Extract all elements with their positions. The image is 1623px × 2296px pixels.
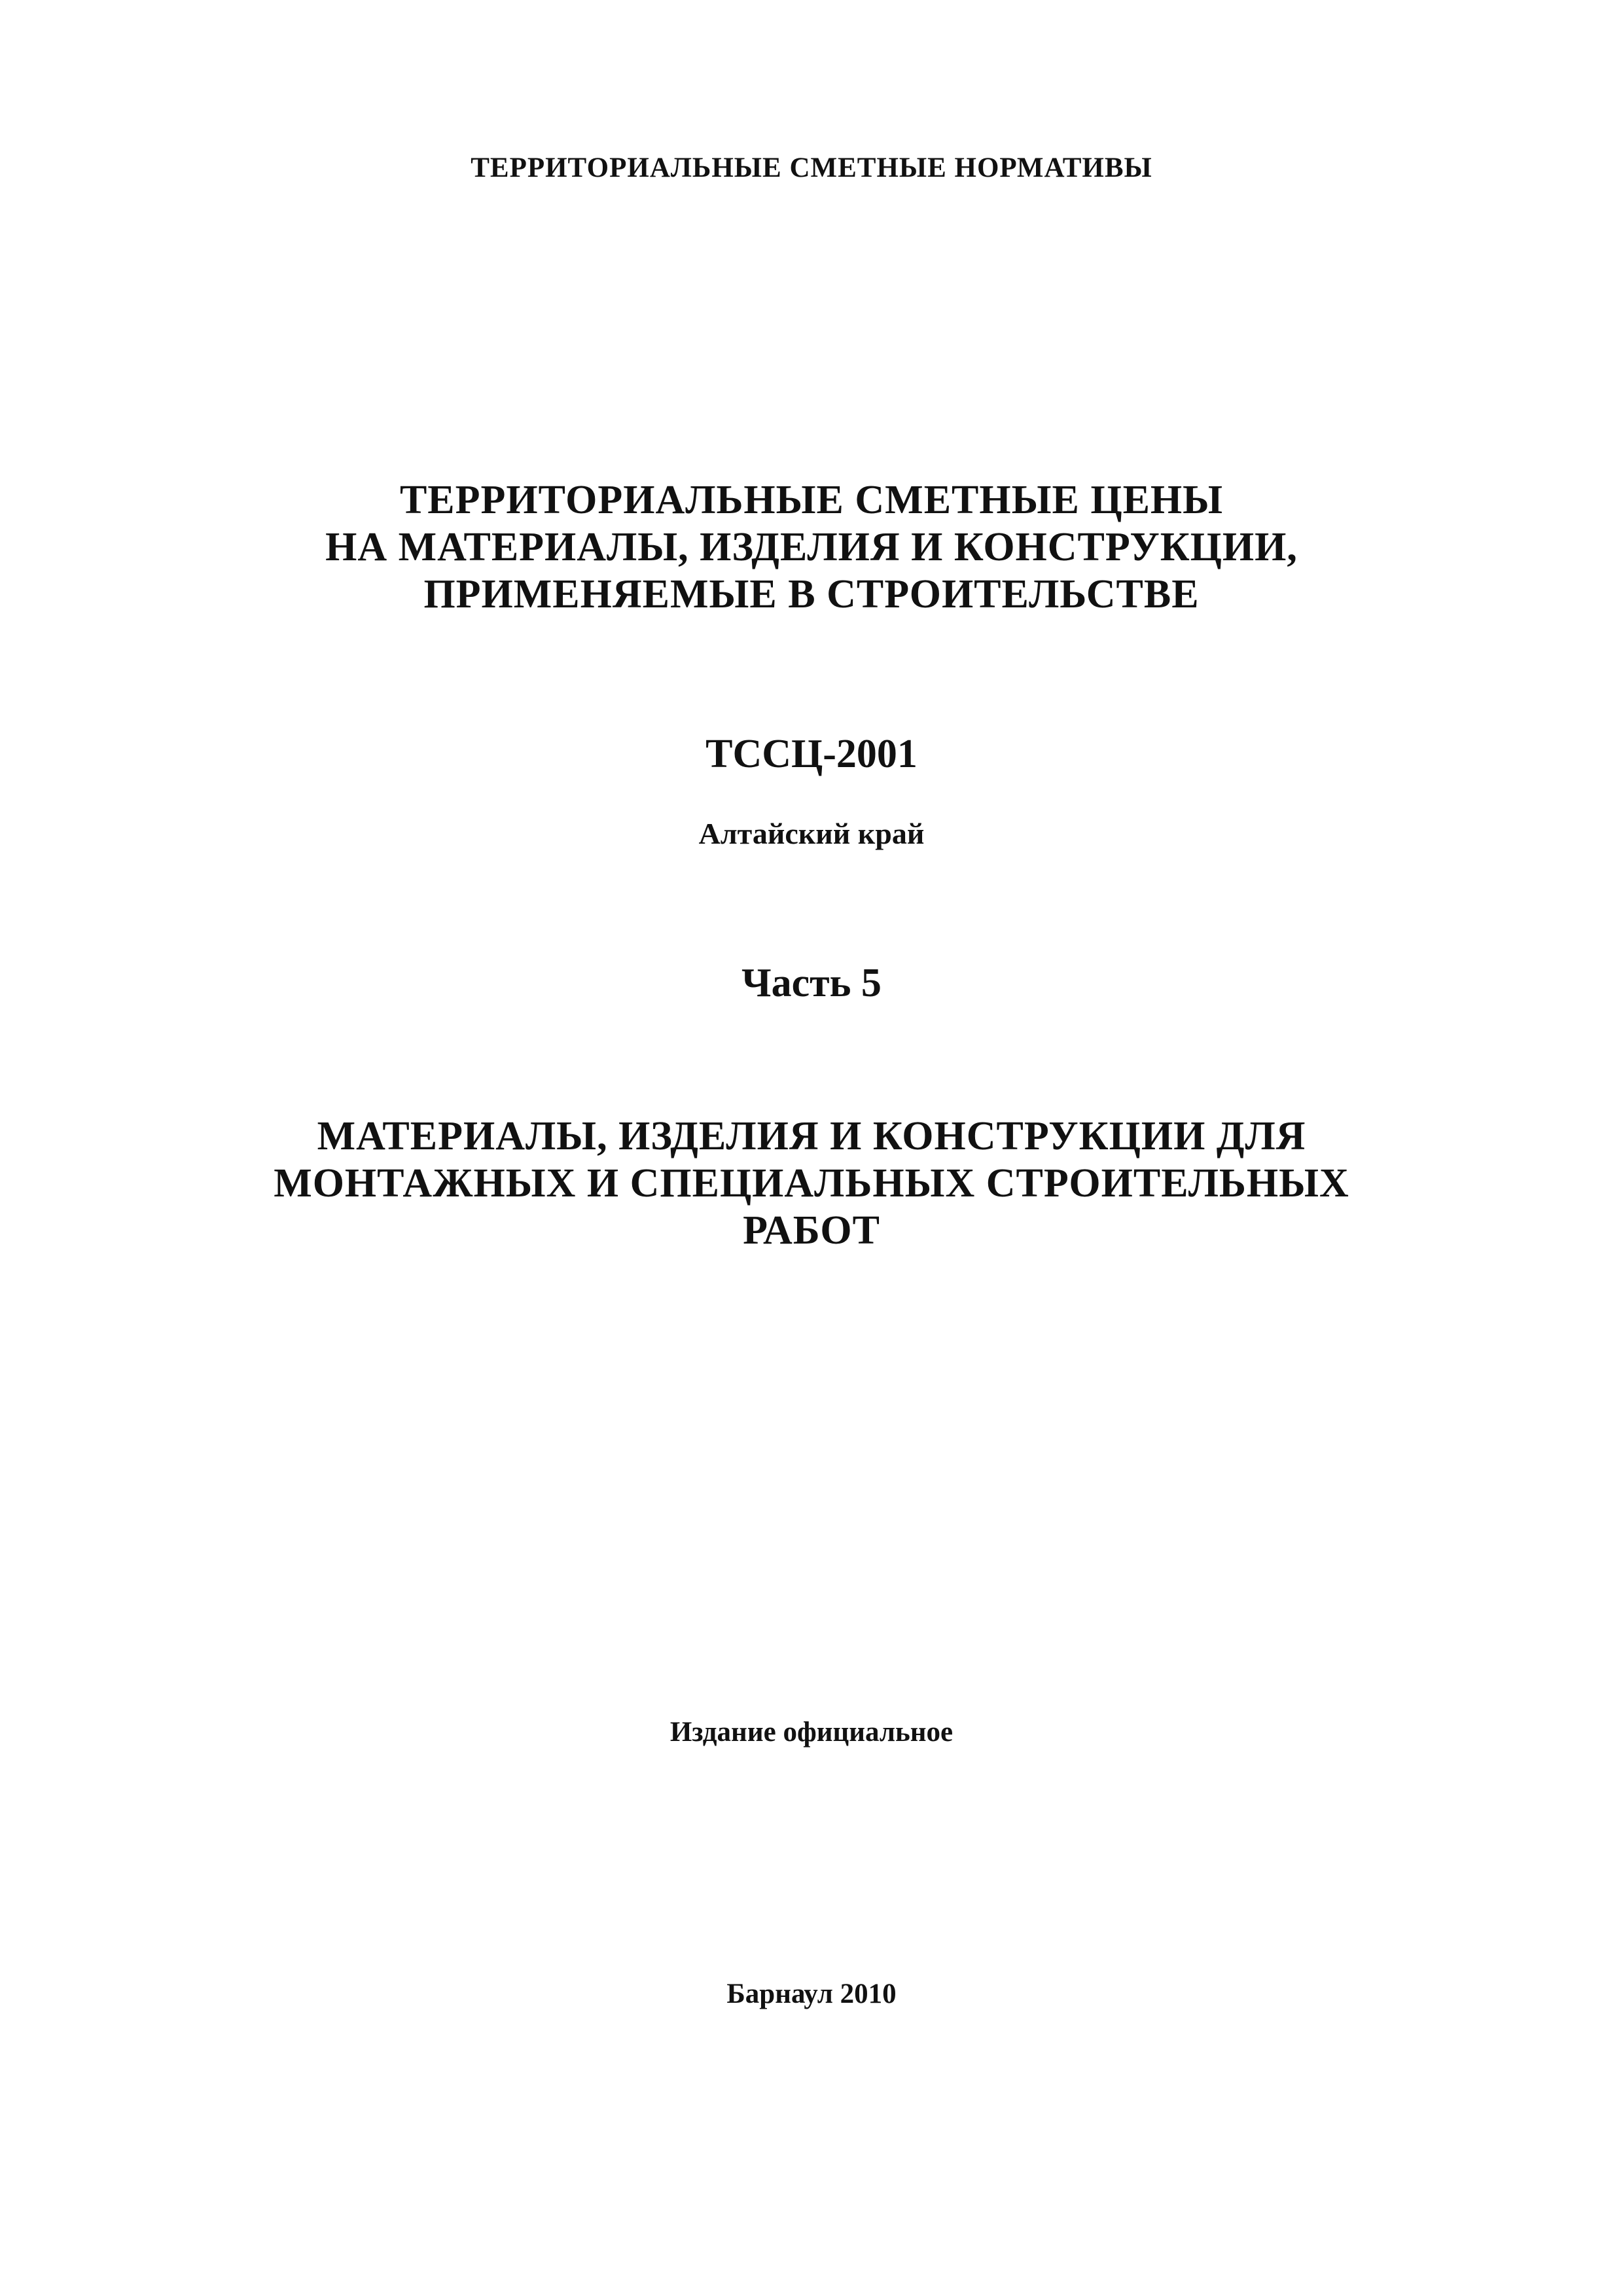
section-title-line-2: МОНТАЖНЫХ И СПЕЦИАЛЬНЫХ СТРОИТЕЛЬНЫХ [274, 1161, 1349, 1206]
part-number: Часть 5 [741, 961, 882, 1005]
region: Алтайский край [698, 817, 925, 850]
section-title [0, 1113, 1623, 1254]
edition-note: Издание официальное [669, 1717, 954, 1748]
main-title-line-2: НА МАТЕРИАЛЫ, ИЗДЕЛИЯ И КОНСТРУКЦИИ, [325, 525, 1298, 569]
section-title-line-1: МАТЕРИАЛЫ, ИЗДЕЛИЯ И КОНСТРУКЦИИ ДЛЯ [317, 1114, 1306, 1158]
main-title [0, 476, 1623, 618]
section-title-line-3: РАБОТ [743, 1208, 880, 1253]
series-title: ТЕРРИТОРИАЛЬНЫЕ СМЕТНЫЕ НОРМАТИВЫ [471, 152, 1152, 183]
main-title-line-1: ТЕРРИТОРИАЛЬНЫЕ СМЕТНЫЕ ЦЕНЫ [399, 478, 1224, 522]
city-year: Барнаул 2010 [726, 1979, 897, 2009]
document-code: ТССЦ-2001 [705, 732, 918, 776]
main-title-line-3: ПРИМЕНЯЕМЫЕ В СТРОИТЕЛЬСТВЕ [423, 572, 1200, 617]
